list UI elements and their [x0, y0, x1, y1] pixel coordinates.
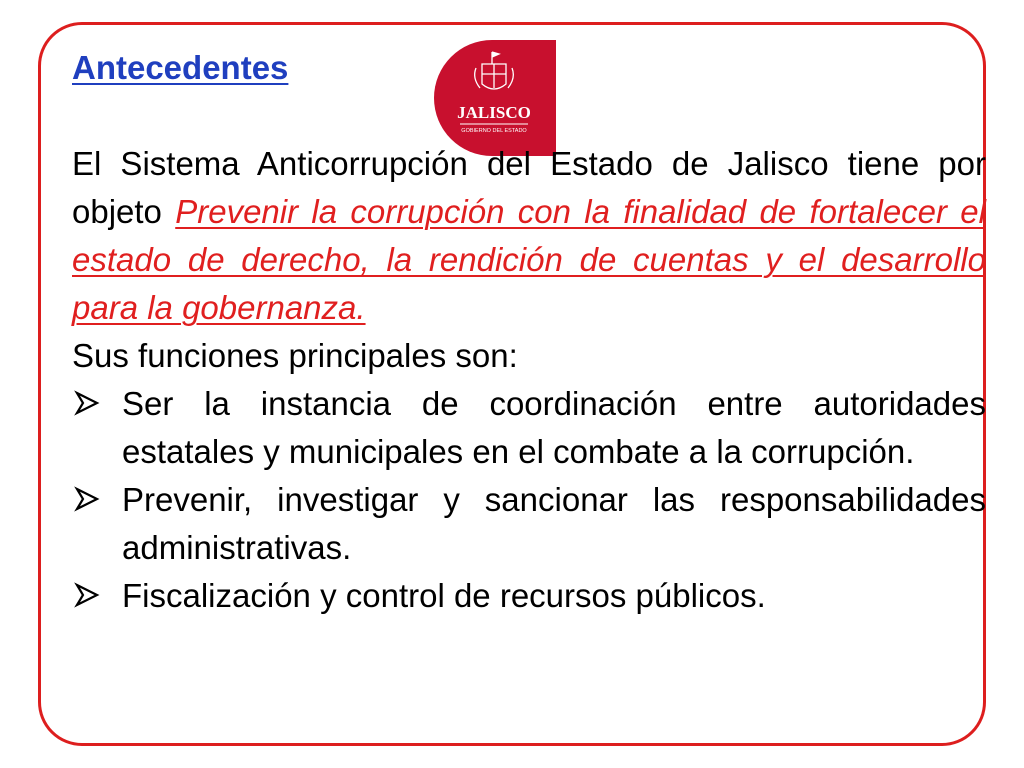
function-text: Ser la instancia de coordinación entre autoridades estatales y municipales en el combate a la corrupción. [122, 385, 986, 470]
arrow-bullet-icon [74, 486, 100, 512]
list-item [72, 476, 986, 572]
list-item [72, 572, 986, 620]
arrow-bullet-icon [74, 582, 100, 608]
heading-antecedentes: Antecedentes [72, 49, 289, 86]
functions-list [72, 380, 986, 620]
function-text: Fiscalización y control de recursos públicos. [122, 577, 766, 614]
intro-text: El Sistema Anticorrupción del Estado de Jalisco tiene por objeto [72, 145, 986, 230]
function-text: Prevenir, investigar y sancionar las responsabilidades administrativas. [122, 481, 986, 566]
slide-content [72, 140, 986, 620]
logo-subtext: GOBIERNO DEL ESTADO [461, 128, 527, 134]
logo-text: JALISCO [457, 103, 531, 122]
intro-paragraph [72, 140, 986, 332]
arrow-bullet-icon [74, 390, 100, 416]
objective-highlight: Prevenir la corrupción con la finalidad de fortalecer el estado de derecho, la rendición de cuentas y el desarrollo para la gobernanza. [72, 193, 986, 326]
list-item [72, 380, 986, 476]
functions-title: Sus funciones principales son: [72, 337, 518, 374]
